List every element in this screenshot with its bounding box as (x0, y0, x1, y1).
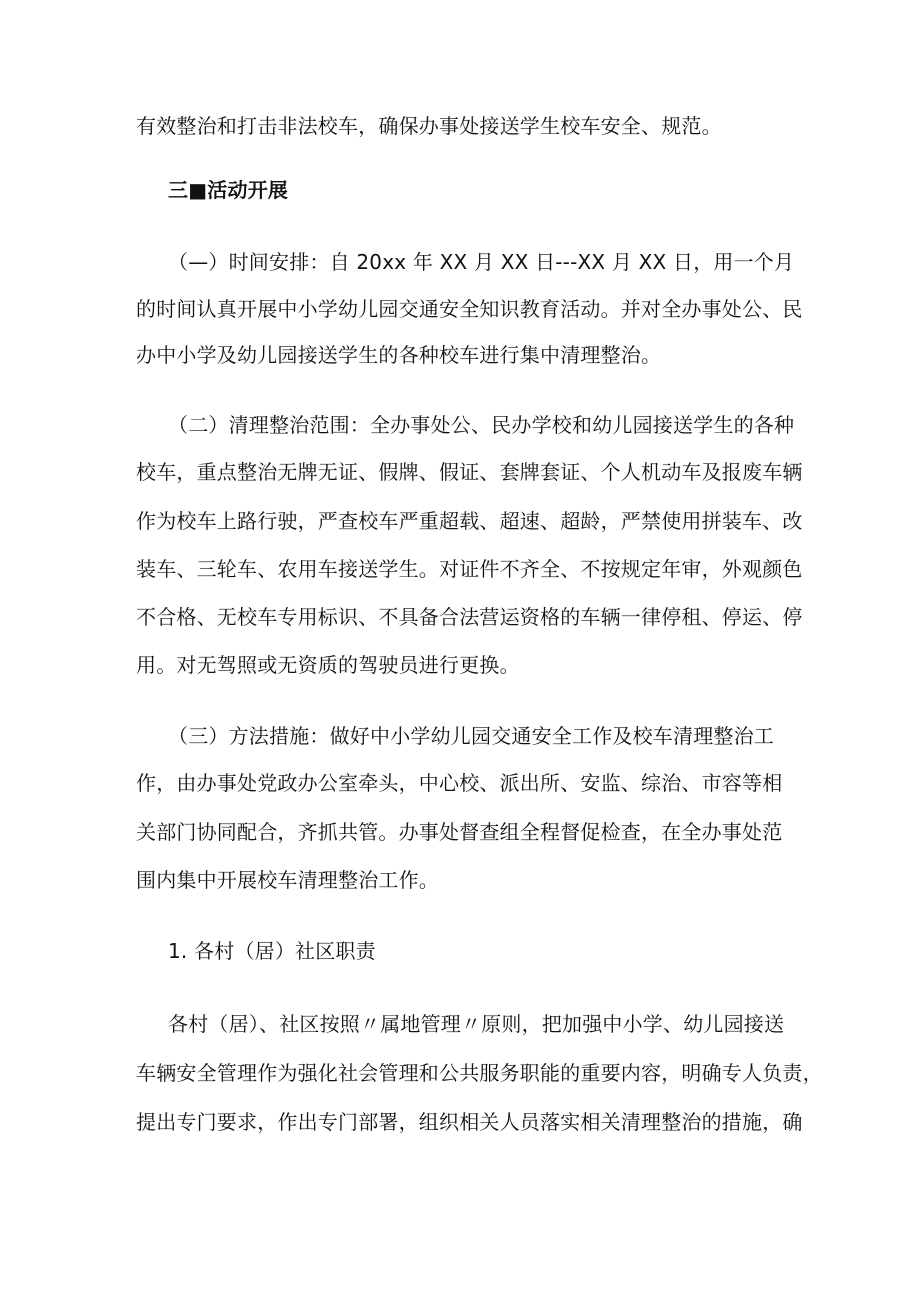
paragraph-1-line-1: （—）时间安排：自 20xx 年 XX 月 XX 日---XX 月 XX 日，用一个月 (168, 250, 795, 274)
paragraph-1-line-2: 的时间认真开展中小学幼儿园交通安全知识教育活动。并对全办事处公、民 (136, 297, 803, 321)
paragraph-2-line-6: 用。对无驾照或无资质的驾驶员进行更换。 (136, 653, 520, 677)
paragraph-4-line-3: 提出专门要求，作出专门部署，组织相关人员落实相关清理整治的措施，确 (136, 1110, 803, 1134)
paragraph-3-line-1: （三）方法措施：做好中小学幼儿园交通安全工作及校车清理整治工 (168, 724, 774, 748)
paragraph-2-line-3: 作为校车上路行驶，严查校车严重超载、超速、超龄，严禁使用拼装车、改 (136, 509, 803, 533)
paragraph-3-line-3: 关部门协同配合，齐抓共管。办事处督查组全程督促检查，在全办事处范 (136, 820, 783, 844)
paragraph-2-line-2: 校车，重点整治无牌无证、假牌、假证、套牌套证、个人机动车及报废车辆 (136, 460, 803, 484)
paragraph-3-line-4: 围内集中开展校车清理整治工作。 (136, 868, 439, 892)
paragraph-1-line-3: 办中小学及幼儿园接送学生的各种校车进行集中清理整治。 (136, 343, 662, 367)
paragraph-2-line-4: 装车、三轮车、农用车接送学生。对证件不齐全、不按规定年审，外观颜色 (136, 557, 803, 581)
section-heading: 三■活动开展 (168, 178, 289, 202)
body-text-line: 有效整治和打击非法校车，确保办事处接送学生校车安全、规范。 (136, 114, 722, 138)
paragraph-3-line-2: 作，由办事处党政办公室牵头，中心校、派出所、安监、综治、市容等相 (136, 771, 783, 795)
paragraph-4-line-2: 车辆安全管理作为强化社会管理和公共服务职能的重要内容，明确专人负责， (136, 1061, 823, 1085)
paragraph-2-line-1: （二）清理整治范围：全办事处公、民办学校和幼儿园接送学生的各种 (168, 413, 795, 437)
subsection-heading: 1. 各村（居）社区职责 (168, 939, 376, 963)
paragraph-2-line-5: 不合格、无校车专用标识、不具备合法营运资格的车辆一律停租、停运、停 (136, 605, 803, 629)
paragraph-4-line-1: 各村（居）、社区按照〃属地管理〃原则，把加强中小学、幼儿园接送 (168, 1012, 785, 1036)
